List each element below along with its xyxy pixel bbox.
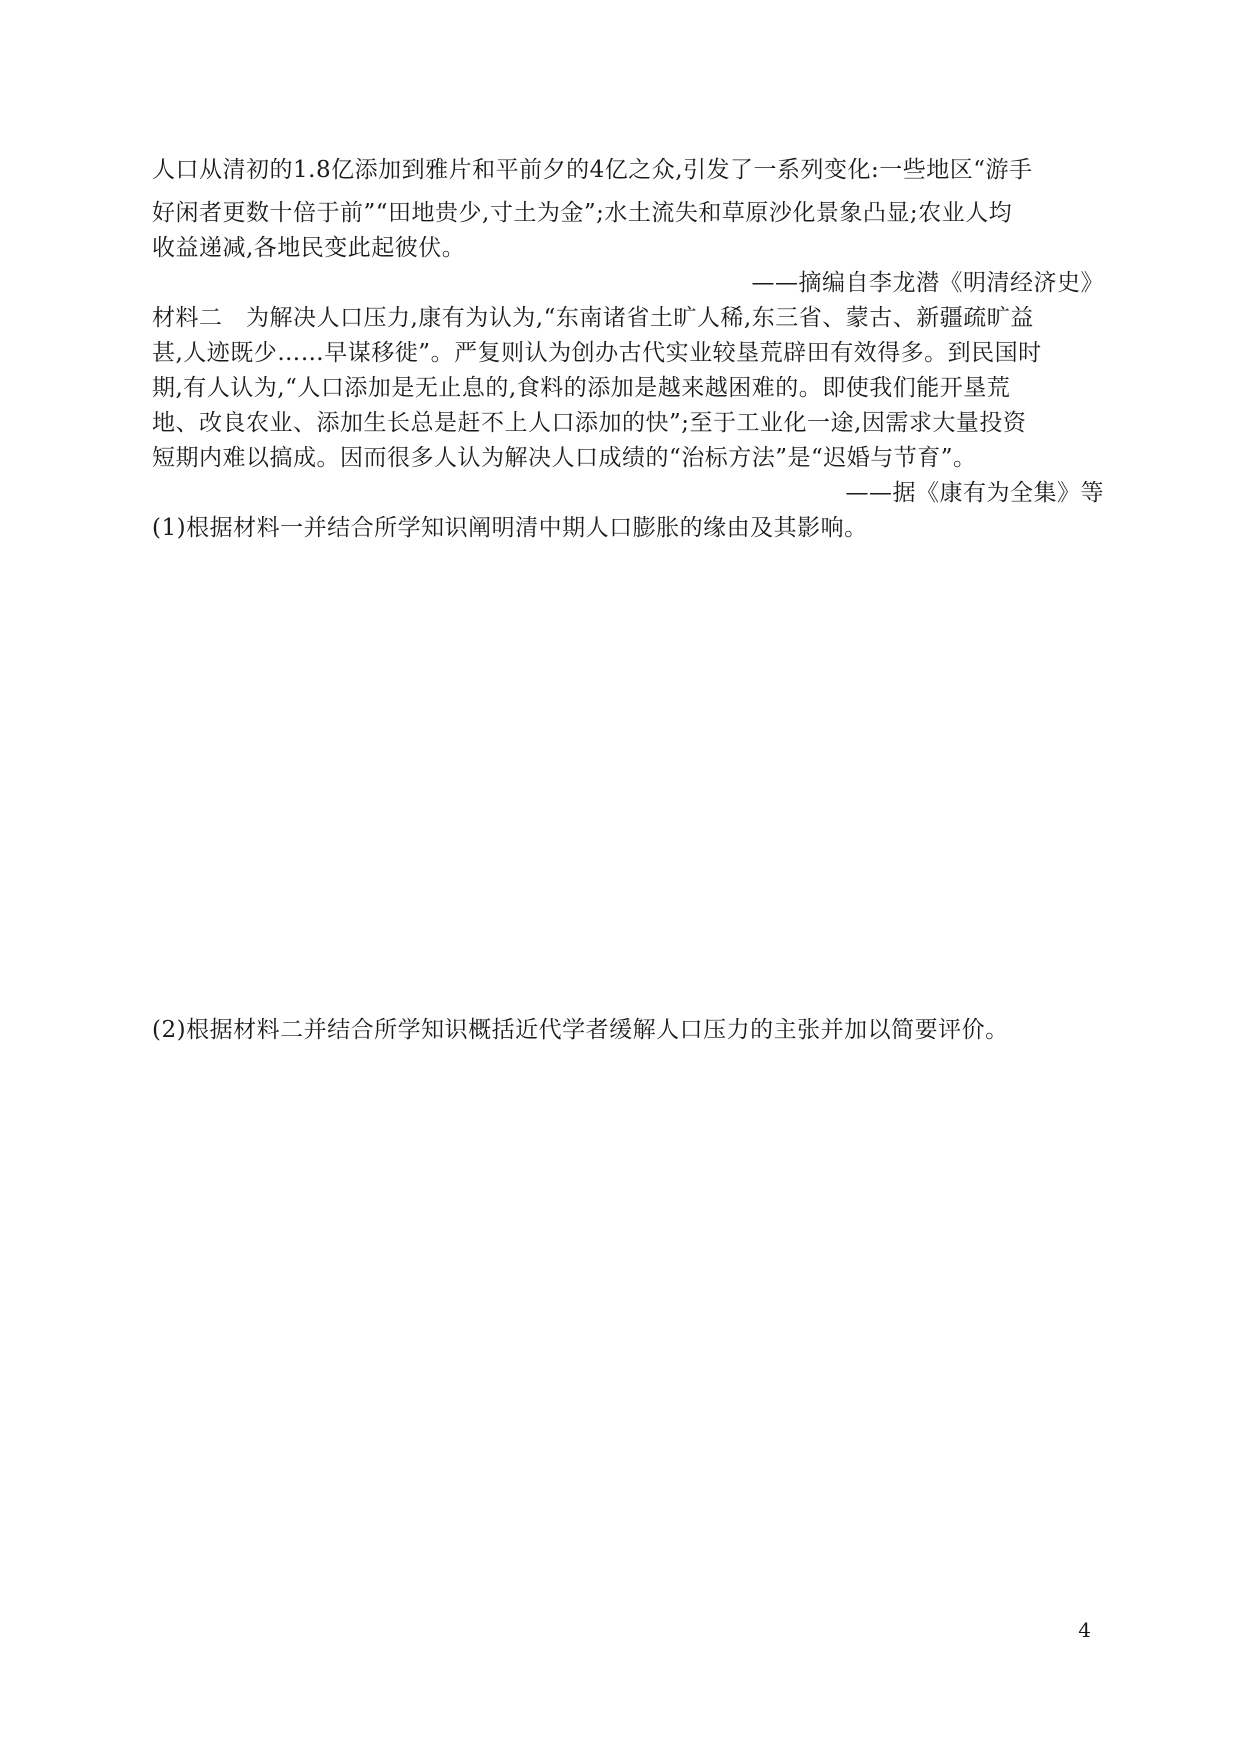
- material-two-line-3: 期,有人认为,“人口添加是无止息的,食料的添加是越来越困难的。即使我们能开垦荒: [152, 375, 1011, 401]
- page-number: 4: [1078, 1618, 1091, 1642]
- question-1: (1)根据材料一并结合所学知识阐明清中期人口膨胀的缘由及其影响。: [152, 515, 868, 541]
- material-two-line-5: 短期内难以搞成。因而很多人认为解决人口成绩的“治标方法”是“迟婚与节育”。: [152, 445, 977, 471]
- material-one-source: ——摘编自李龙潜《明清经济史》: [751, 270, 1104, 296]
- material-two-line-4: 地、改良农业、添加生长总是赶不上人口添加的快”;至于工业化一途,因需求大量投资: [152, 410, 1027, 436]
- material-one-line-1: 人口从清初的1.8亿添加到雅片和平前夕的4亿之众,引发了一系列变化:一些地区“游手: [152, 157, 1033, 183]
- material-two-source: ——据《康有为全集》等: [845, 480, 1104, 506]
- material-two-line-1: 材料二 为解决人口压力,康有为认为,“东南诸省土旷人稀,东三省、蒙古、新疆疏旷益: [152, 305, 1034, 331]
- material-two-line-2: 甚,人迹既少……早谋移徙”。严复则认为创办古代实业较垦荒辟田有效得多。到民国时: [152, 340, 1042, 366]
- question-2: (2)根据材料二并结合所学知识概括近代学者缓解人口压力的主张并加以简要评价。: [152, 1017, 1009, 1043]
- material-one-line-3: 收益递减,各地民变此起彼伏。: [152, 235, 466, 261]
- material-one-line-2: 好闲者更数十倍于前”“田地贵少,寸土为金”;水土流失和草原沙化景象凸显;农业人均: [152, 200, 1013, 226]
